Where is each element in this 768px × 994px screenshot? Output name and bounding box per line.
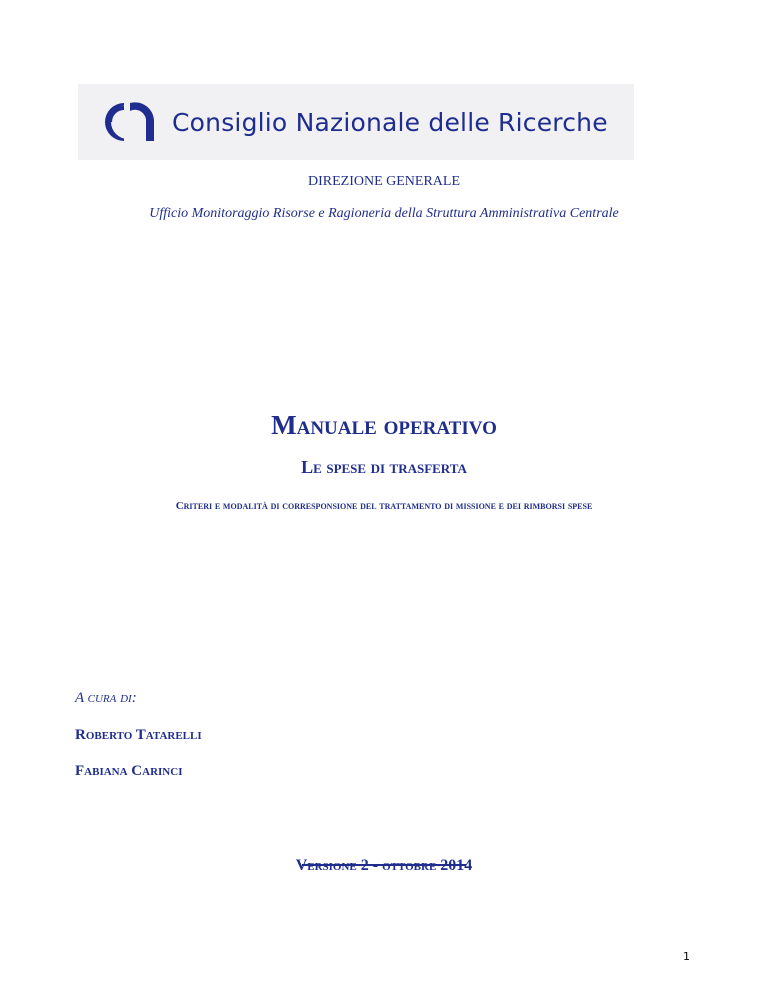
document-title: Manuale operativo — [271, 410, 497, 440]
header-logo-band — [78, 84, 634, 160]
authors-label: A cura di: — [75, 690, 137, 706]
direzione-label: DIREZIONE GENERALE — [307, 174, 461, 189]
author-name: Fabiana Carinci — [75, 763, 183, 779]
document-subtitle: Le spese di trasferta — [301, 457, 467, 477]
page-number: 1 — [683, 950, 690, 963]
institution-name: Consiglio Nazionale delle Ricerche — [172, 107, 608, 137]
ufficio-label: Ufficio Monitoraggio Risorse e Ragioneria della Struttura Amministrativa Centrale — [149, 206, 619, 221]
cnr-logo-icon — [98, 97, 158, 147]
author-name: Roberto Tatarelli — [75, 727, 202, 743]
version-label: Versione 2 - ottobre 2014 — [295, 857, 473, 874]
document-description: Criteri e modalità di corresponsione del trattamento di missione e dei rimborsi spese — [175, 500, 593, 512]
